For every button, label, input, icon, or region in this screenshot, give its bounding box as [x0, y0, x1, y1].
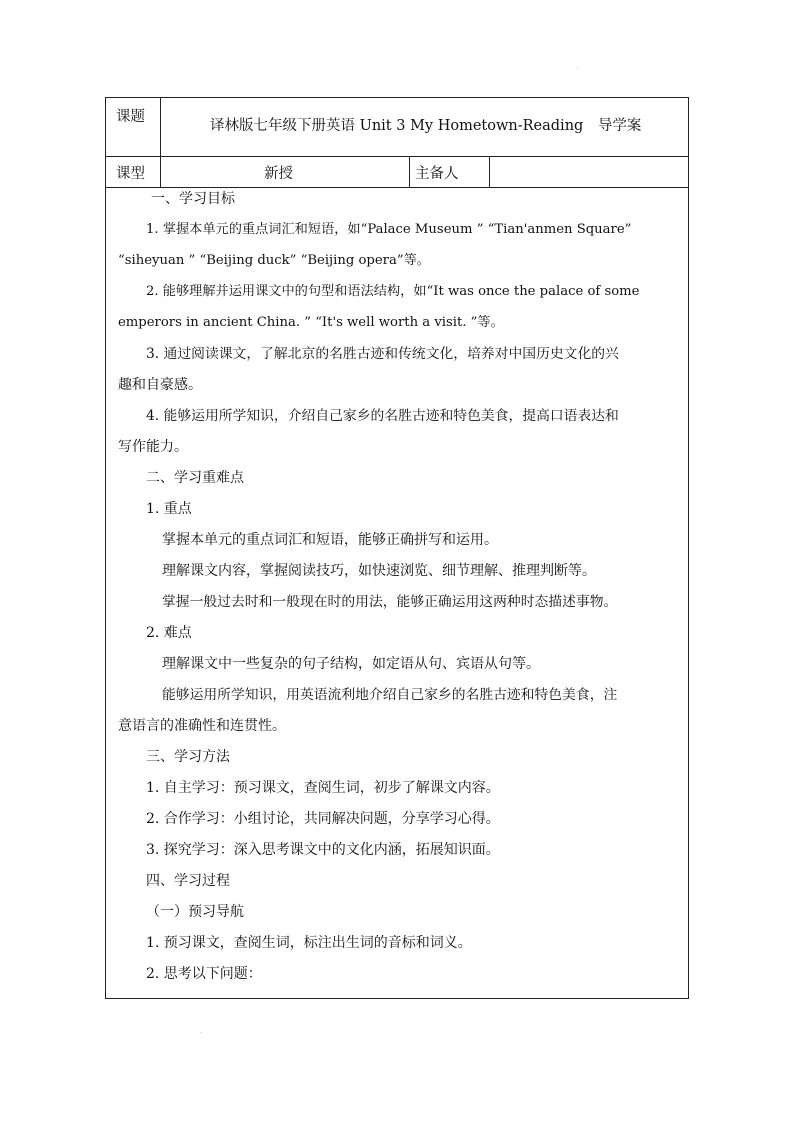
objective-2-line-1: 2. 能够理解并运用课文中的句型和语法结构，如“It was once the palace of some [146, 284, 640, 299]
difficult-points-heading: 2. 难点 [146, 625, 192, 641]
topic-label: 课题 [116, 109, 145, 125]
preparer-column-divider [489, 156, 490, 187]
objective-3-line-1: 3. 通过阅读课文，了解北京的名胜古迹和传统文化，培养对中国历史文化的兴 [146, 346, 619, 362]
difficult-point-2-line-1: 能够运用所学知识，用英语流利地介绍自己家乡的名胜古迹和特色美食，注 [162, 687, 618, 703]
key-point-2: 理解课文内容，掌握阅读技巧，如快速浏览、细节理解、推理判断等。 [162, 563, 596, 579]
method-2: 2. 合作学习：小组讨论，共同解决问题，分享学习心得。 [146, 811, 500, 827]
difficult-point-2-line-2: 意语言的准确性和连贯性。 [118, 718, 286, 734]
objective-4-line-1: 4. 能够运用所学知识，介绍自己家乡的名胜古迹和特色美食，提高口语表达和 [146, 408, 619, 424]
key-points-heading: 1. 重点 [146, 501, 192, 517]
row-divider-1 [106, 156, 688, 157]
section-heading-objectives: 一、学习目标 [151, 191, 235, 207]
difficult-point-1: 理解课文中一些复杂的句子结构，如定语从句、宾语从句等。 [162, 656, 540, 672]
lesson-plan-table [105, 97, 689, 999]
section-heading-key-points: 二、学习重难点 [146, 470, 244, 486]
preview-guide-heading: （一）预习导航 [146, 904, 244, 920]
method-1: 1. 自主学习：预习课文，查阅生词，初步了解课文内容。 [146, 780, 500, 796]
objective-3-line-2: 趣和自豪感。 [118, 377, 202, 393]
section-heading-process: 四、学习过程 [146, 873, 230, 889]
footer-mark: · [200, 1030, 202, 1037]
preview-step-1: 1. 预习课文，查阅生词，标注出生词的音标和词义。 [146, 935, 472, 951]
objective-1-line-1: 1. 掌握本单元的重点词汇和短语，如“Palace Museum ” “Tian'anmen Square” [146, 222, 632, 237]
objective-1-line-2: “siheyuan ” “Beijing duck” “Beijing opera”等。 [118, 253, 430, 268]
preparer-label: 主备人 [415, 166, 459, 182]
corner-mark: · [577, 66, 579, 73]
key-point-3: 掌握一般过去时和一般现在时的用法，能够正确运用这两种时态描述事物。 [162, 594, 618, 610]
objective-4-line-2: 写作能力。 [118, 439, 188, 455]
preview-step-2: 2. 思考以下问题： [146, 966, 262, 982]
section-heading-methods: 三、学习方法 [146, 749, 230, 765]
type-label: 课型 [116, 166, 145, 182]
objective-2-line-2: emperors in ancient China. ” “It's well worth a visit. ”等。 [118, 315, 504, 330]
method-3: 3. 探究学习：深入思考课文中的文化内涵，拓展知识面。 [146, 842, 500, 858]
lesson-title: 译林版七年级下册英语 Unit 3 My Hometown-Reading 导学案 [210, 118, 642, 134]
lesson-content [106, 188, 690, 1000]
type-value: 新授 [264, 166, 293, 182]
key-point-1: 掌握本单元的重点词汇和短语，能够正确拼写和运用。 [162, 532, 498, 548]
type-column-divider [409, 156, 410, 187]
label-column-divider [160, 98, 161, 187]
